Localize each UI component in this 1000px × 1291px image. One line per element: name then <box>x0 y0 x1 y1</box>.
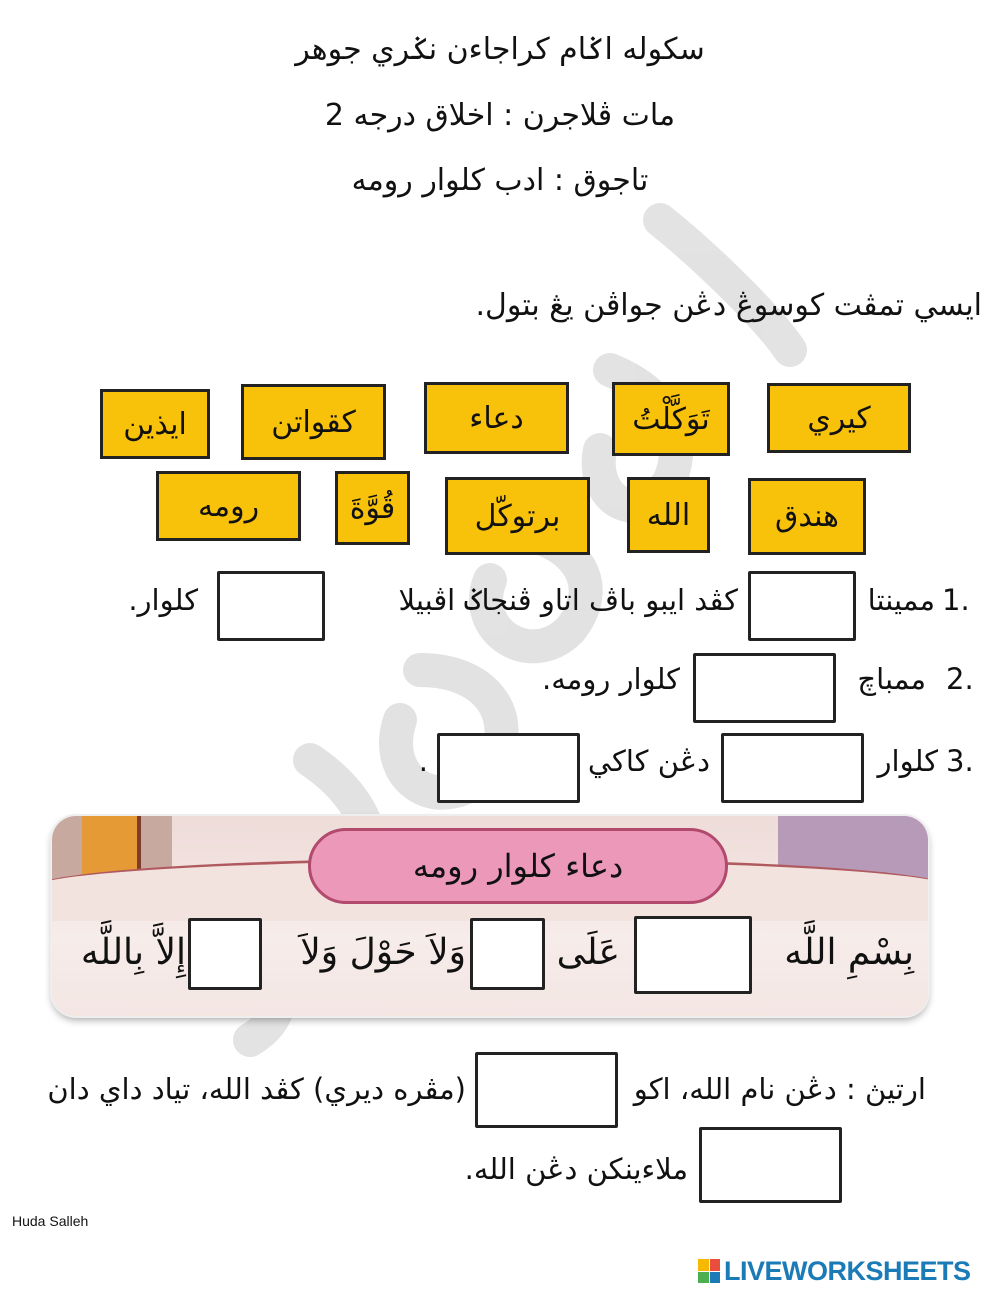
question-number: 1. <box>942 583 970 617</box>
question-number: 3. <box>946 744 974 778</box>
question-text: . <box>418 744 428 778</box>
duaa-word: بِسْمِ اللَّه <box>784 932 914 973</box>
author-credit: Huda Salleh <box>12 1213 89 1229</box>
question-text: کلوار رومه. <box>542 662 680 696</box>
word-chip[interactable]: کيري <box>767 383 911 453</box>
answer-blank[interactable] <box>634 916 752 994</box>
word-chip[interactable]: قُوَّةَ <box>335 471 410 545</box>
question-text: کلوار. <box>128 583 198 617</box>
meaning-text: ارتيڽ : دڠن نام الله، اکو <box>633 1072 926 1106</box>
liveworksheets-icon <box>698 1259 720 1283</box>
word-chip[interactable]: هندق <box>748 478 866 555</box>
instruction-text: ايسي تمڤت کوسوڠ دڠن جواڤن يڠ بتول. <box>475 288 982 323</box>
brand-logo[interactable] <box>698 1256 971 1286</box>
duaa-word: إِلاَّ بِاللَّه <box>80 932 186 973</box>
answer-blank[interactable] <box>217 571 325 641</box>
answer-blank[interactable] <box>475 1052 618 1128</box>
question-text: کلوار <box>877 744 938 778</box>
answer-blank[interactable] <box>470 918 545 990</box>
duaa-panel <box>52 816 928 1016</box>
word-chip[interactable]: الله <box>627 477 710 553</box>
answer-blank[interactable] <box>699 1127 842 1203</box>
question-text: کڤد ايبو باڤ اتاو ڤنجاݢ اڤبيلا <box>398 583 738 617</box>
word-chip[interactable]: دعاء <box>424 382 569 454</box>
meaning-text: ملاءينکن دڠن الله. <box>464 1152 688 1186</box>
answer-blank[interactable] <box>748 571 856 641</box>
school-name: سکوله اݢام کراجاءن نݢري جوهر <box>295 32 705 67</box>
word-chip[interactable]: برتوکّل <box>445 477 590 555</box>
panel-decoration <box>82 816 141 876</box>
duaa-word: وَلاَ حَوْلَ وَلاَ <box>300 932 466 973</box>
answer-blank[interactable] <box>437 733 580 803</box>
duaa-word: عَلَى <box>556 932 620 973</box>
answer-blank[interactable] <box>721 733 864 803</box>
question-text: دڠن کاکي <box>587 744 710 778</box>
duaa-title: دعاء کلوار رومه <box>308 828 728 904</box>
question-number: 2. <box>946 662 974 696</box>
topic-line: تاجوق : ادب کلوار رومه <box>351 163 649 198</box>
question-text: ممباچ <box>857 662 926 696</box>
meaning-text: (مڤره ديري) کڤد الله، تياد داي دان <box>47 1072 466 1106</box>
word-chip[interactable]: رومه <box>156 471 301 541</box>
word-chip[interactable]: تَوَكَّلْتُ <box>612 382 730 456</box>
word-chip[interactable]: کقواتن <box>241 384 386 460</box>
answer-blank[interactable] <box>188 918 262 990</box>
question-text: ممينتا <box>867 583 935 617</box>
word-chip[interactable]: ايذين <box>100 389 210 459</box>
answer-blank[interactable] <box>693 653 836 723</box>
brand-name: LIVEWORKSHEETS <box>724 1255 971 1286</box>
subject-line: مات ڤلاجرن : اخلاق درجه 2 <box>324 98 676 133</box>
